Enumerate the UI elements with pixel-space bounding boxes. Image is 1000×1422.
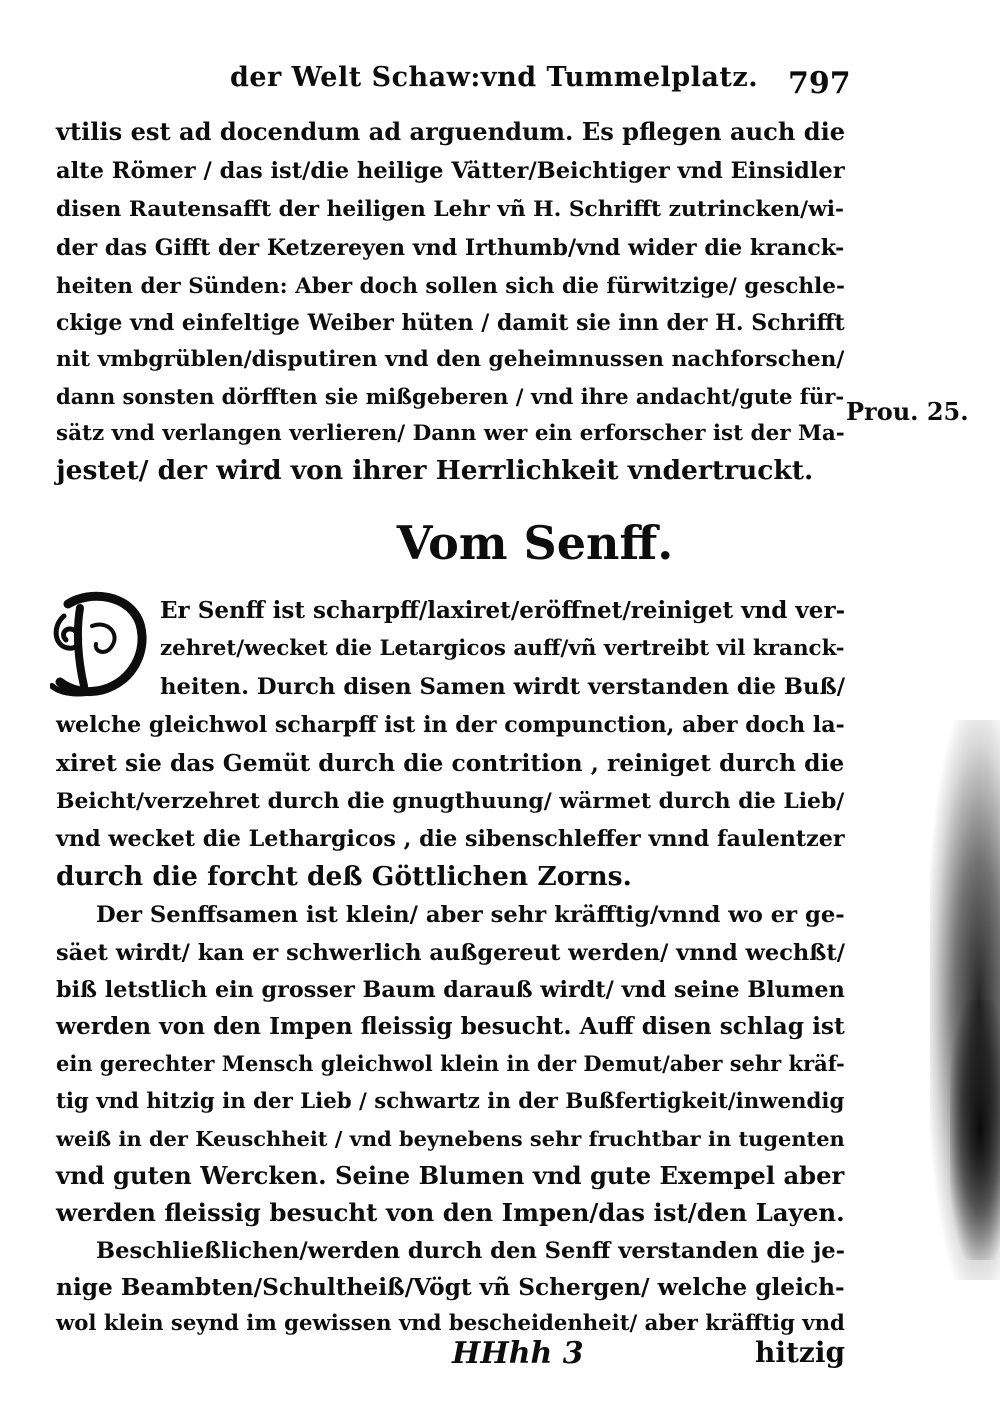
- text-line: nit vmbgrüblen/disputiren vnd den geheimnussen nachforschen/: [56, 347, 845, 372]
- text-line: werden fleissig besucht von den Impen/das ist/den Layen.: [56, 1198, 845, 1227]
- text-line: heiten. Durch disen Samen wirdt verstanden die Buß/: [160, 674, 846, 700]
- section-title: Vom Senff.: [396, 516, 674, 570]
- text-line: durch die forcht deß Göttlichen Zorns.: [56, 861, 632, 892]
- text-line: tig vnd hitzig in der Lieb / schwartz in der Bußfertigkeit/inwendig: [56, 1089, 845, 1114]
- text-line: heiten der Sünden: Aber doch sollen sich die fürwitzige/ geschle-: [56, 274, 845, 299]
- running-head: der Welt Schaw:vnd Tummelplatz.: [230, 62, 759, 93]
- text-line: ckige vnd einfeltige Weiber hüten / damit sie inn der H. Schrifft: [56, 310, 845, 336]
- scan-shadow: [950, 1000, 1000, 1260]
- text-line: vtilis est ad docendum ad arguendum. Es pflegen auch die: [56, 117, 846, 146]
- text-line: nige Beambten/Schultheiß/Vögt vñ Schergen/ welche gleich-: [56, 1274, 845, 1301]
- text-line: sätz vnd verlangen verlieren/ Dann wer ein erforscher ist der Ma-: [56, 421, 845, 446]
- text-line: Der Senffsamen ist klein/ aber sehr kräfftig/vnnd wo er ge-: [96, 902, 845, 928]
- text-line: Er Senff ist scharpff/laxiret/eröffnet/reiniget vnd ver-: [160, 597, 846, 624]
- drop-cap-letter: D: [90, 615, 143, 685]
- signature-mark: HHhh 3: [452, 1336, 584, 1371]
- drop-cap-d-ornament: [50, 586, 150, 698]
- page-number: 797: [788, 66, 851, 101]
- text-line: welche gleichwol scharpff ist in der compunction, aber doch la-: [56, 712, 845, 738]
- text-line: ein gerechter Mensch gleichwol klein in der Demut/aber sehr kräf-: [56, 1051, 845, 1076]
- text-line: biß letstlich ein grosser Baum darauß wirdt/ vnd seine Blumen: [56, 977, 845, 1003]
- text-line: werden von den Impen fleissig besucht. Auff disen schlag ist: [56, 1013, 845, 1040]
- catchword: hitzig: [755, 1336, 846, 1369]
- text-line: zehret/wecket die Letargicos auff/vñ vertreibt vil kranck-: [160, 636, 845, 661]
- text-line: der das Gifft der Ketzereyen vnd Irthumb/vnd wider die kranck-: [56, 235, 845, 261]
- text-line: jestet/ der wird von ihrer Herrlichkeit vndertruckt.: [56, 455, 814, 486]
- text-line: vnd wecket die Lethargicos , die sibenschleffer vnnd faulentzer: [56, 826, 845, 852]
- text-line: säet wirdt/ kan er schwerlich außgereut werden/ vnnd wechßt/: [56, 940, 845, 966]
- text-line: vnd guten Wercken. Seine Blumen vnd gute Exempel aber: [56, 1161, 845, 1190]
- text-line: Beschließlichen/werden durch den Senff verstanden die je-: [96, 1238, 846, 1264]
- text-line: weiß in der Keuschheit / vnd beynebens sehr fruchtbar in tugenten: [56, 1126, 845, 1151]
- text-line: dann sonsten dörfften sie mißgeberen / vnd ihre andacht/gute für-: [56, 384, 845, 409]
- marginal-note: Prou. 25.: [846, 397, 969, 426]
- text-line: alte Römer / das ist/die heilige Vätter/Beichtiger vnd Einsidler: [56, 158, 845, 184]
- text-line: xiret sie das Gemüt durch die contrition , reiniget durch die: [56, 749, 845, 777]
- text-line: wol klein seynd im gewissen vnd bescheidenheit/ aber kräfftig vnd: [56, 1311, 845, 1336]
- text-line: disen Rautensafft der heiligen Lehr vñ H. Schrifft zutrincken/wi-: [56, 197, 845, 222]
- text-line: Beicht/verzehret durch die gnugthuung/ wärmet durch die Lieb/: [56, 788, 845, 814]
